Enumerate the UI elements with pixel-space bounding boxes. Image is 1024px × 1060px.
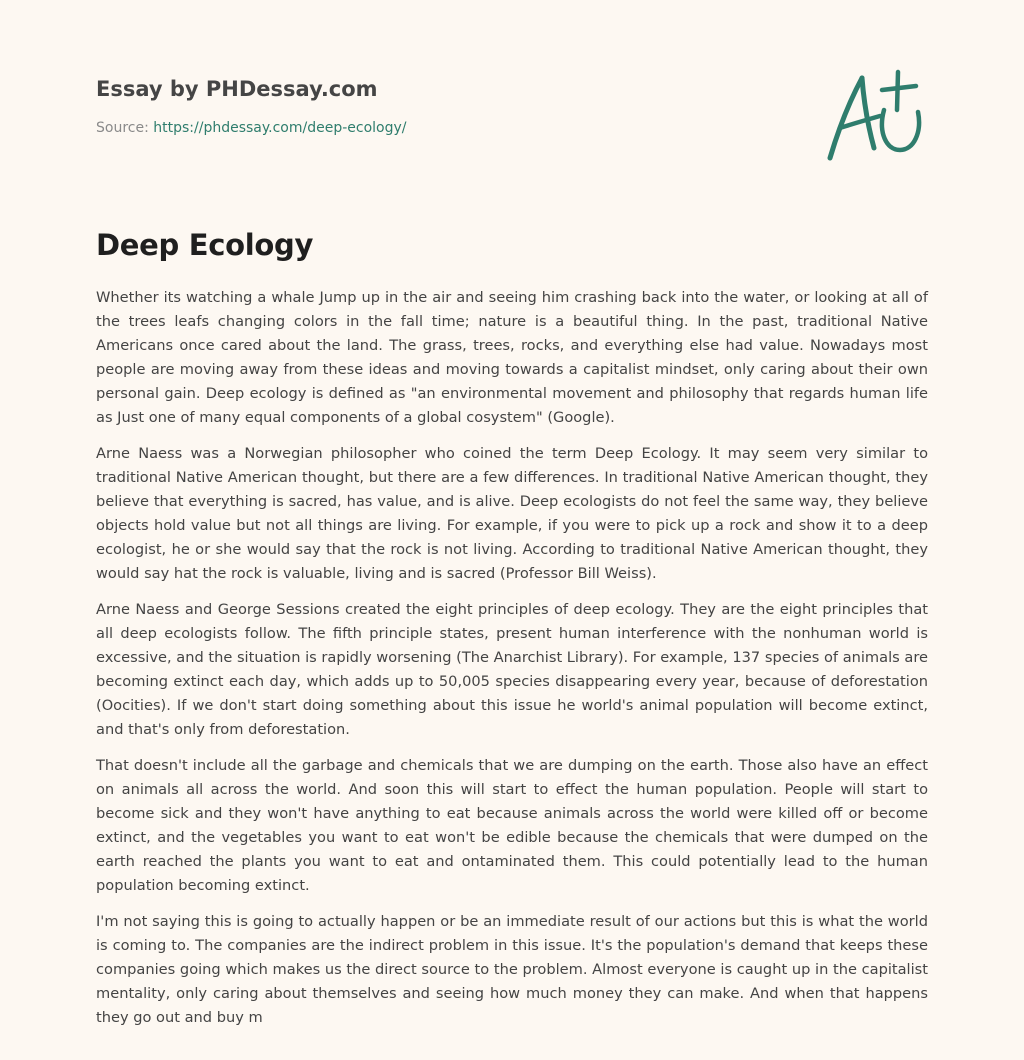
essay-paragraph: Arne Naess was a Norwegian philosopher who coined the term Deep Ecology. It may seem very similar to traditional Native American thought, but there are a few differences. In traditional Native American thought, they believe that everything is sacred, has value, and is alive. Deep ecologists do not feel the same way, they believe objects hold value but not all things are living. For example, if you were to pick up a rock and show it to a deep ecologist, he or she would say that the rock is not living. According to traditional Native American thought, they would say hat the rock is valuable, living and is sacred (Professor Bill Weiss). [96, 445, 928, 582]
site-brand: Essay by PHDessay.com [96, 77, 378, 101]
essay-article [96, 226, 928, 1042]
essay-paragraph: I'm not saying this is going to actually happen or be an immediate result of our actions but this is what the world is coming to. The companies are the indirect problem in this issue. It's the population's demand that keeps these companies going which makes us the direct source to the problem. Almost everyone is caught up in the capitalist mentality, only caring about themselves and seeing how much money they can make. And when that happens they go out and buy m [96, 913, 928, 1026]
essay-paragraph: Whether its watching a whale Jump up in the air and seeing him crashing back into the water, or looking at all of the trees leafs changing colors in the fall time; nature is a beautiful thing. In the past, traditional Native Americans once cared about the land. The grass, trees, rocks, and everything else had value. Nowadays most people are moving away from these ideas and moving towards a capitalist mindset, only caring about their own personal gain. Deep ecology is defined as "an environmental movement and philosophy that regards human life as Just one of many equal components of a global cosystem" (Google). [96, 289, 928, 426]
source-label: Source: [96, 120, 149, 136]
source-link[interactable]: https://phdessay.com/deep-ecology/ [153, 120, 407, 136]
grade-logo-icon [818, 66, 930, 166]
page-header [96, 74, 796, 138]
essay-paragraph: Arne Naess and George Sessions created the eight principles of deep ecology. They are the eight principles that all deep ecologists follow. The fifth principle states, present human interference with the nonhuman world is excessive, and the situation is rapidly worsening (The Anarchist Library). For example, 137 species of animals are becoming extinct each day, which adds up to 50,005 species disappearing every year, because of deforestation (Oocities). If we don't start doing something about this issue he world's animal population will become extinct, and that's only from deforestation. [96, 601, 928, 738]
source-line [96, 118, 796, 138]
essay-title: Deep Ecology [96, 228, 314, 262]
essay-paragraph: That doesn't include all the garbage and chemicals that we are dumping on the earth. Those also have an effect on animals all across the world. And soon this will start to effect the human population. People will start to become sick and they won't have anything to eat because animals across the world were killed off or become extinct, and the vegetables you want to eat won't be edible because the chemicals that were dumped on the earth reached the plants you want to eat and ontaminated them. This could potentially lead to the human population becoming extinct. [96, 757, 928, 894]
